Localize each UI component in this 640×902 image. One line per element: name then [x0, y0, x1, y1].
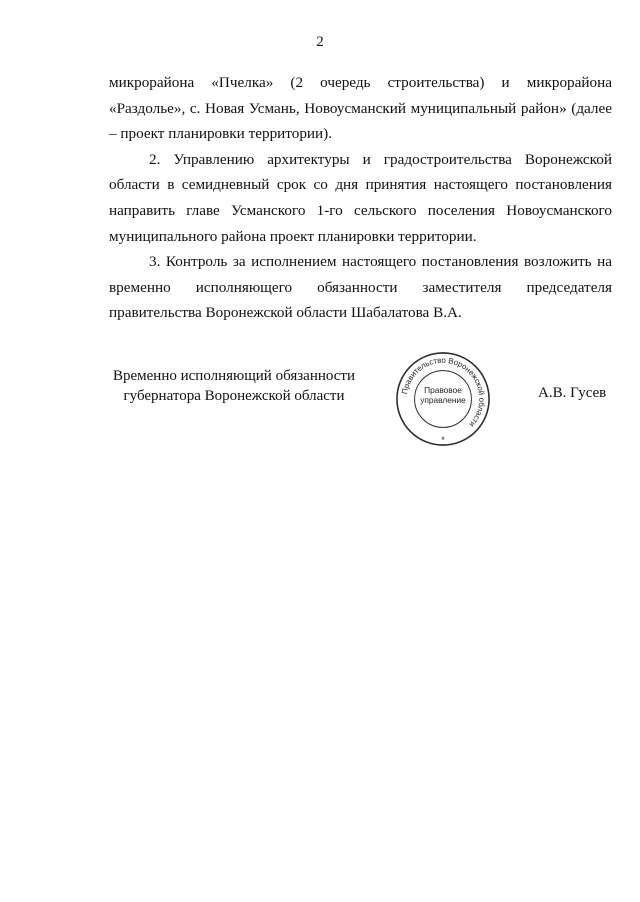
stamp-star: *: [441, 435, 445, 446]
signatory-position-line-2: губернатора Воронежской области: [123, 388, 345, 404]
stamp-center-line-2: управление: [420, 394, 466, 405]
document-body: [109, 70, 612, 326]
stamp-ring-text: Правительство Воронежской области: [400, 355, 487, 429]
page-number: 2: [316, 34, 324, 50]
paragraph-item-2: 2. Управлению архитектуры и градостроительства Воронежской области в семидневный срок со дня принятия настоящего постановления направить главе Усманского 1-го сельского поселения Новоусманского муниципального района проект планировки территории.: [109, 150, 612, 245]
signatory-position-line-1: Временно исполняющий обязанности: [112, 368, 355, 384]
paragraph-continuation: микрорайона «Пчелка» (2 очередь строительства) и микрорайона «Раздолье», с. Новая Усмань, Новоусманский муниципальный район» (далее – проект планировки территории).: [109, 74, 612, 143]
official-stamp: [394, 350, 492, 448]
paragraph-item-3: 3. Контроль за исполнением настоящего постановления возложить на временно исполняющего обязанности заместителя председателя правительства Воронежской области Шабалатова В.А.: [109, 253, 612, 322]
signatory-position: [100, 366, 368, 406]
stamp-center-line-1: Правовое: [424, 385, 462, 396]
signatory-name: А.В. Гусев: [538, 385, 607, 401]
